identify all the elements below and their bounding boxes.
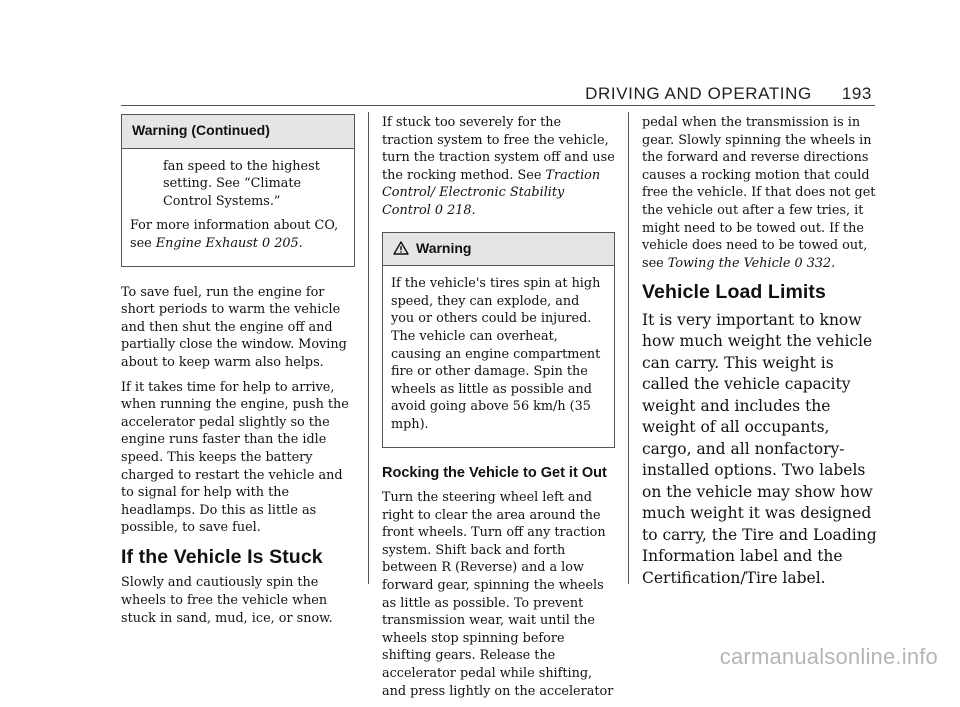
stuck-severely-text: If stuck too severely for the traction system to free the vehicle, turn the traction system off and use the rocking method. See: [382, 115, 615, 183]
warning-reference-paragraph: [130, 217, 345, 252]
engine-exhaust-link[interactable]: Engine Exhaust: [155, 235, 258, 251]
save-fuel-paragraph: To save fuel, run the engine for short periods to warm the vehicle and then shut the engine off and partially close the window. Moving about to keep warm also helps.: [121, 284, 347, 370]
warning-box-header: [383, 233, 614, 267]
warning-title: Warning: [416, 239, 472, 256]
towing-page-ref: 0 332.: [794, 255, 836, 271]
column-1: [121, 114, 355, 634]
stuck-severely-paragraph: [382, 114, 615, 220]
warning-box-title: Warning (Continued): [122, 115, 354, 149]
engine-exhaust-page-ref: 0 205.: [262, 235, 303, 251]
towing-link[interactable]: Towing the Vehicle: [667, 255, 791, 271]
warning-box-tires: [382, 232, 615, 448]
help-arrive-paragraph: If it takes time for help to arrive, when running the engine, push the accelerator pedal slightly so the engine runs faster than the idle speed. This keeps the battery charged to restart the vehicle and to signal for help with the headlamps. Do this as little as possible, to save fuel.: [121, 379, 349, 536]
spin-wheels-paragraph: Slowly and cautiously spin the wheels to free the vehicle when stuck in sand, mud, ice, or snow.: [121, 575, 333, 626]
warning-box-continued: [121, 114, 355, 267]
rocking-paragraph: Turn the steering wheel left and right to clear the area around the front wheels. Turn off any traction system. Shift back and forth between R (Reverse) and a low forward gear, spinning the wheels as little as possible. To prevent transmission wear, wait until the wheels stop spinning before shifting gears. Release the accelerator pedal while shifting, and press lightly on the accelerator: [382, 490, 614, 699]
traction-control-page-ref: 0 218.: [434, 202, 476, 218]
header-rule: [121, 105, 875, 106]
column-3: [642, 114, 878, 596]
page-header: [585, 84, 872, 104]
warning-box-body: [383, 266, 614, 446]
warning-triangle-icon: [393, 241, 409, 255]
rocking-continued-paragraph: [642, 114, 878, 272]
warning-indented-text: fan speed to the highest setting. See “Climate Control Systems.”: [163, 158, 320, 209]
stuck-heading: If the Vehicle Is Stuck: [121, 545, 323, 568]
rocking-continued-text: pedal when the transmission is in gear. Slowly spinning the wheels in the forward and reverse directions causes a rocking motion that could free the vehicle. If that does not get the vehicle out after a few tries, it might need to be towed out. If the vehicle does need to be towed out, see: [642, 115, 876, 271]
warning-box-body: [122, 149, 354, 266]
traction-control-link[interactable]: Traction Control/ Electronic Stability Control: [382, 167, 601, 218]
column-divider-1: [368, 112, 369, 584]
column-divider-2: [628, 112, 629, 584]
column-2: [382, 114, 615, 707]
load-limits-heading: Vehicle Load Limits: [642, 281, 826, 304]
tire-spin-warning-text: If the vehicle's tires spin at high speed, they can explode, and you or others could be injured. The vehicle can overheat, causing an engine compartment fire or other damage. Spin the wheels as little as possible and avoid going above 56 km/h (35 mph).: [391, 276, 601, 432]
section-title: DRIVING AND OPERATING: [585, 84, 812, 103]
warning-more-text: For more information about CO, see: [130, 218, 339, 251]
page-number: 193: [841, 84, 872, 103]
load-limits-paragraph: It is very important to know how much weight the vehicle can carry. This weight is called the vehicle capacity weight and includes the weight of all occupants, cargo, and all nonfactory-installed options. Two labels on the vehicle may show how much weight it was designed to carry, the Tire and Loading Information label and the Certification/Tire label.: [642, 310, 877, 587]
rocking-subheading: Rocking the Vehicle to Get it Out: [382, 464, 607, 481]
watermark: carmanualsonline.info: [719, 644, 938, 669]
